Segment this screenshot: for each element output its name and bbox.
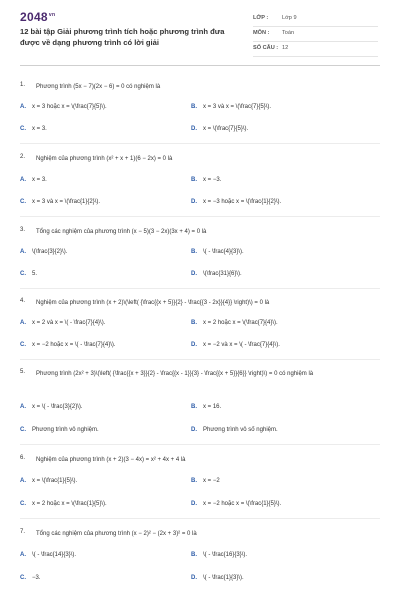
option-label: A. — [20, 177, 26, 183]
option-a[interactable] — [20, 478, 77, 484]
option-text: Phương trình vô số nghiệm. — [203, 427, 278, 433]
meta-value: Lớp 9 — [282, 15, 297, 21]
meta-value: 12 — [282, 45, 289, 51]
option-label: C. — [20, 199, 26, 205]
option-d[interactable] — [191, 271, 242, 277]
option-text: \( - \frac{16}{3}\). — [203, 552, 248, 558]
option-label: D. — [191, 342, 197, 348]
question-text: Nghiệm của phương trình (x + 2)\(\left( {\frac{{x + 5}}{2} - \frac{{3 - 2x}}{4}} \right)\) = 0 là — [36, 300, 270, 306]
meta-row-grade — [253, 12, 378, 27]
option-text: x = 3 hoặc x = \(\frac{7}{5}\). — [32, 104, 107, 110]
question-text: Tổng các nghiệm của phương trình (x − 5)(3 − 2x)(3x + 4) = 0 là — [36, 229, 207, 235]
option-text: x = 3 và x = \(\frac{1}{2}\). — [32, 199, 101, 205]
option-text: x = −2 và x = \( - \frac{7}{4}\). — [203, 342, 280, 348]
option-d[interactable] — [191, 342, 280, 348]
option-text: x = 3. — [32, 126, 47, 132]
question-number: 4. — [20, 298, 26, 304]
option-c[interactable] — [20, 199, 100, 205]
option-text: x = \(\frac{7}{5}\). — [203, 126, 249, 132]
option-c[interactable] — [20, 427, 99, 433]
option-b[interactable] — [191, 177, 221, 183]
option-label: C. — [20, 342, 26, 348]
option-a[interactable] — [20, 404, 83, 410]
option-b[interactable] — [191, 478, 220, 484]
option-label: D. — [191, 575, 197, 581]
question-text: Tổng các nghiệm của phương trình (x − 2)² − (2x + 3)² = 0 là — [36, 531, 197, 537]
question-number: 1. — [20, 82, 26, 88]
option-a[interactable] — [20, 320, 105, 326]
option-b[interactable] — [191, 320, 278, 326]
option-d[interactable] — [191, 575, 244, 581]
question-text: Phương trình (5x − 7)(2x − 6) = 0 có nghiệm là — [36, 84, 161, 90]
meta-key: SỐ CÂU : — [253, 45, 279, 51]
meta-table — [253, 12, 378, 57]
option-text: x = −3. — [203, 177, 222, 183]
option-text: x = 16. — [203, 404, 222, 410]
meta-key: MÔN : — [253, 30, 270, 36]
question-separator — [20, 518, 380, 519]
meta-row-question-count — [253, 42, 378, 57]
option-c[interactable] — [20, 271, 37, 277]
option-label: A. — [20, 478, 26, 484]
option-d[interactable] — [191, 199, 281, 205]
question-separator — [20, 216, 380, 217]
option-c[interactable] — [20, 342, 116, 348]
option-text: x = \(\frac{1}{5}\). — [32, 478, 78, 484]
question-number: 3. — [20, 227, 26, 233]
option-label: A. — [20, 249, 26, 255]
option-label: B. — [191, 320, 197, 326]
option-label: C. — [20, 575, 26, 581]
option-text: \( - \frac{14}{3}\). — [32, 552, 77, 558]
option-d[interactable] — [191, 126, 248, 132]
question-number: 6. — [20, 455, 26, 461]
header — [0, 0, 400, 62]
option-b[interactable] — [191, 552, 247, 558]
option-text: x = −2 hoặc x = \(\frac{1}{5}\). — [203, 501, 282, 507]
option-text: x = 3 và x = \(\frac{7}{5}\). — [203, 104, 272, 110]
option-text: \( - \frac{1}{3}\). — [203, 575, 244, 581]
option-text: x = 2 hoặc x = \(\frac{1}{5}\). — [32, 501, 107, 507]
option-text: x = \( - \frac{3}{2}\). — [32, 404, 83, 410]
option-d[interactable] — [191, 501, 281, 507]
option-label: A. — [20, 552, 26, 558]
option-c[interactable] — [20, 501, 107, 507]
option-text: −3. — [32, 575, 41, 581]
option-a[interactable] — [20, 177, 47, 183]
logo[interactable] — [20, 10, 55, 24]
option-text: x = 3. — [32, 177, 47, 183]
option-text: x = 2 hoặc x = \(\frac{7}{4}\). — [203, 320, 278, 326]
option-label: A. — [20, 320, 26, 326]
option-text: x = −3 hoặc x = \(\frac{1}{2}\). — [203, 199, 282, 205]
question-separator — [20, 359, 380, 360]
question-separator — [20, 143, 380, 144]
option-c[interactable] — [20, 126, 47, 132]
option-label: D. — [191, 271, 197, 277]
option-text: \( - \frac{4}{3}\). — [203, 249, 244, 255]
question-text: Phương trình (2x² + 3)\(\left( {\frac{{x + 3}}{2} - \frac{{x - 1}}{3} - \frac{{x + 5}}{6}} \right)\) = 0 có nghiệm là — [36, 371, 314, 377]
option-label: D. — [191, 126, 197, 132]
question-number: 2. — [20, 154, 26, 160]
option-b[interactable] — [191, 249, 244, 255]
option-label: C. — [20, 271, 26, 277]
question-text: Nghiệm của phương trình (x + 2)(3 − 4x) = x² + 4x + 4 là — [36, 457, 186, 463]
question-text: Nghiệm của phương trình (x² + x + 1)(6 − 2x) = 0 là — [36, 156, 173, 162]
option-label: B. — [191, 104, 197, 110]
logo-suffix: vn — [48, 12, 56, 18]
option-a[interactable] — [20, 249, 67, 255]
question-number: 7. — [20, 529, 26, 535]
logo-text: 2048 — [20, 10, 48, 24]
option-label: C. — [20, 501, 26, 507]
option-b[interactable] — [191, 104, 271, 110]
option-label: C. — [20, 126, 26, 132]
option-text: x = −2 hoặc x = \( - \frac{7}{4}\). — [32, 342, 116, 348]
option-label: D. — [191, 427, 197, 433]
option-text: x = 2 và x = \( - \frac{7}{4}\). — [32, 320, 106, 326]
option-label: A. — [20, 404, 26, 410]
option-label: B. — [191, 249, 197, 255]
option-text: x = −2 — [203, 478, 220, 484]
option-a[interactable] — [20, 104, 107, 110]
option-label: B. — [191, 177, 197, 183]
option-label: A. — [20, 104, 26, 110]
option-text: 5. — [32, 271, 38, 277]
option-text: \(\frac{3}{2}\). — [32, 249, 68, 255]
meta-key: LỚP : — [253, 15, 269, 21]
option-label: C. — [20, 427, 26, 433]
option-text: Phương trình vô nghiệm. — [32, 427, 99, 433]
question-separator — [20, 444, 380, 445]
option-label: B. — [191, 478, 197, 484]
option-c[interactable] — [20, 575, 41, 581]
option-a[interactable] — [20, 552, 76, 558]
page-title: 12 bài tập Giải phương trình tích hoặc phương trình đưa được về dạng phương trình có lời giải — [20, 27, 225, 47]
header-divider — [20, 65, 380, 66]
question-separator — [20, 288, 380, 289]
option-label: D. — [191, 199, 197, 205]
option-label: B. — [191, 552, 197, 558]
meta-row-subject — [253, 27, 378, 42]
option-label: D. — [191, 501, 197, 507]
option-label: B. — [191, 404, 197, 410]
question-number: 5. — [20, 369, 26, 375]
meta-value: Toán — [282, 30, 295, 36]
option-b[interactable] — [191, 404, 221, 410]
option-text: \(\frac{31}{6}\). — [203, 271, 242, 277]
option-d[interactable] — [191, 427, 278, 433]
